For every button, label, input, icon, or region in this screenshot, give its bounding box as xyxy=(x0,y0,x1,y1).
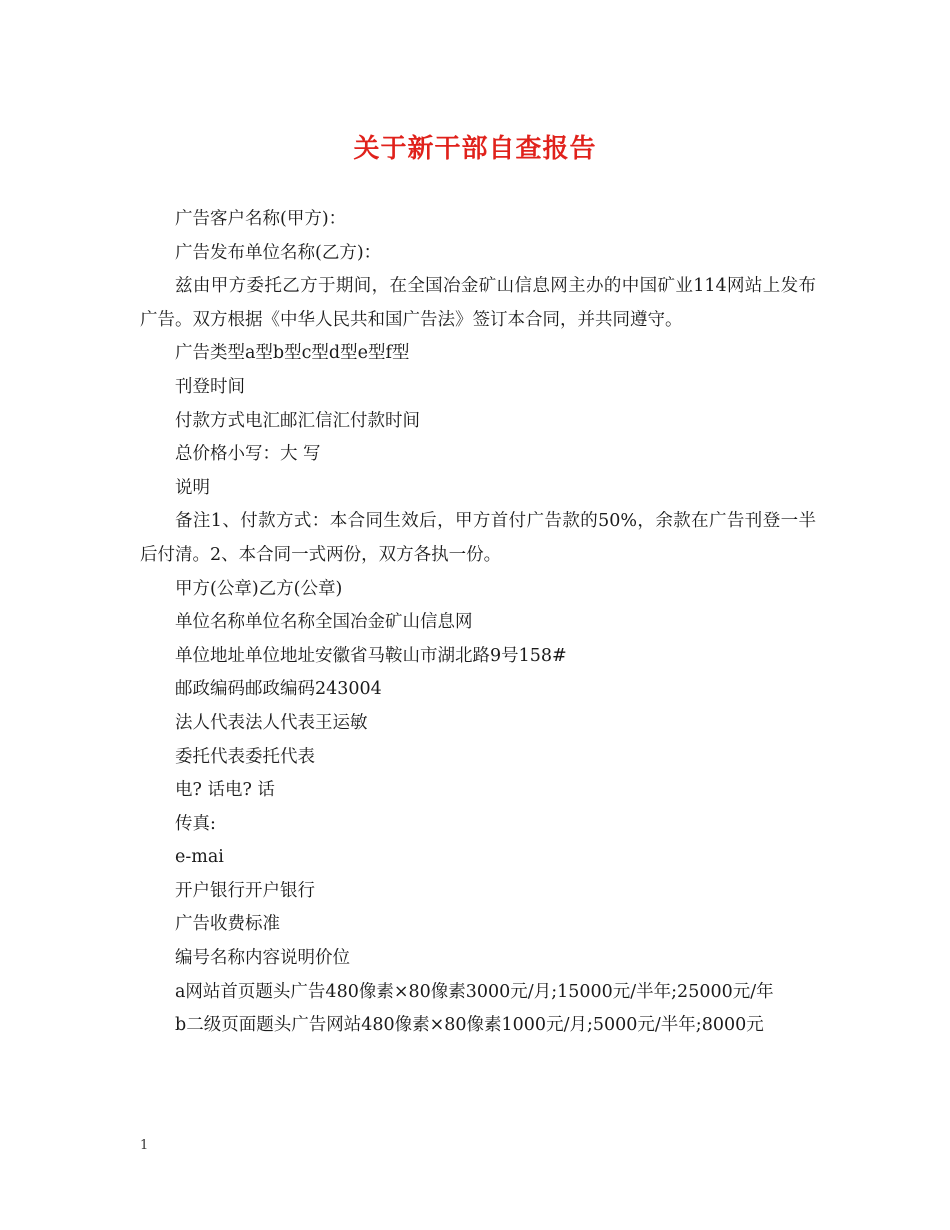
paragraph: 电? 话电? 话 xyxy=(175,780,275,801)
paragraph: 说明 xyxy=(175,477,210,498)
paragraph: 兹由甲方委托乙方于期间，在全国冶金矿山信息网主办的中国矿业114网站上发布广告。双方根据《中华人民共和国广告法》签订本合同，并共同遵守。 xyxy=(140,276,816,330)
paragraph: b二级页面题头广告网站480像素×80像素1000元/月;5000元/半年;8000元 xyxy=(175,1015,764,1036)
paragraph: 邮政编码邮政编码243004 xyxy=(175,679,382,700)
paragraph: a网站首页题头广告480像素×80像素3000元/月;15000元/半年;25000元/年 xyxy=(175,981,774,1002)
paragraph: 广告发布单位名称(乙方)： xyxy=(175,242,382,263)
paragraph: 编号名称内容说明价位 xyxy=(175,948,350,969)
paragraph: 广告客户名称(甲方)： xyxy=(175,209,347,229)
paragraph: 开户银行开户银行 xyxy=(175,880,315,901)
paragraph: e-mai xyxy=(175,847,224,868)
paragraph: 委托代表委托代表 xyxy=(175,746,315,767)
paragraph: 广告收费标准 xyxy=(175,914,280,935)
paragraph: 刊登时间 xyxy=(175,376,245,397)
page-number: 1 xyxy=(140,1138,149,1153)
paragraph: 传真: xyxy=(175,813,216,834)
paragraph: 法人代表法人代表王运敏 xyxy=(175,712,368,733)
paragraph: 广告类型a型b型c型d型e型f型 xyxy=(175,343,410,364)
paragraph: 备注1、付款方式：本合同生效后，甲方首付广告款的50%，余款在广告刊登一半后付清。2、本合同一式两份，双方各执一份。 xyxy=(140,511,816,565)
paragraph: 付款方式电汇邮汇信汇付款时间 xyxy=(175,410,420,431)
document-body xyxy=(140,203,816,1043)
paragraph: 甲方(公章)乙方(公章) xyxy=(175,578,343,599)
document-title: 关于新干部自查报告 xyxy=(353,134,597,164)
paragraph: 总价格小写：大 写 xyxy=(175,444,321,465)
paragraph: 单位名称单位名称全国冶金矿山信息网 xyxy=(175,612,473,633)
paragraph: 单位地址单位地址安徽省马鞍山市湖北路9号158# xyxy=(175,645,567,666)
